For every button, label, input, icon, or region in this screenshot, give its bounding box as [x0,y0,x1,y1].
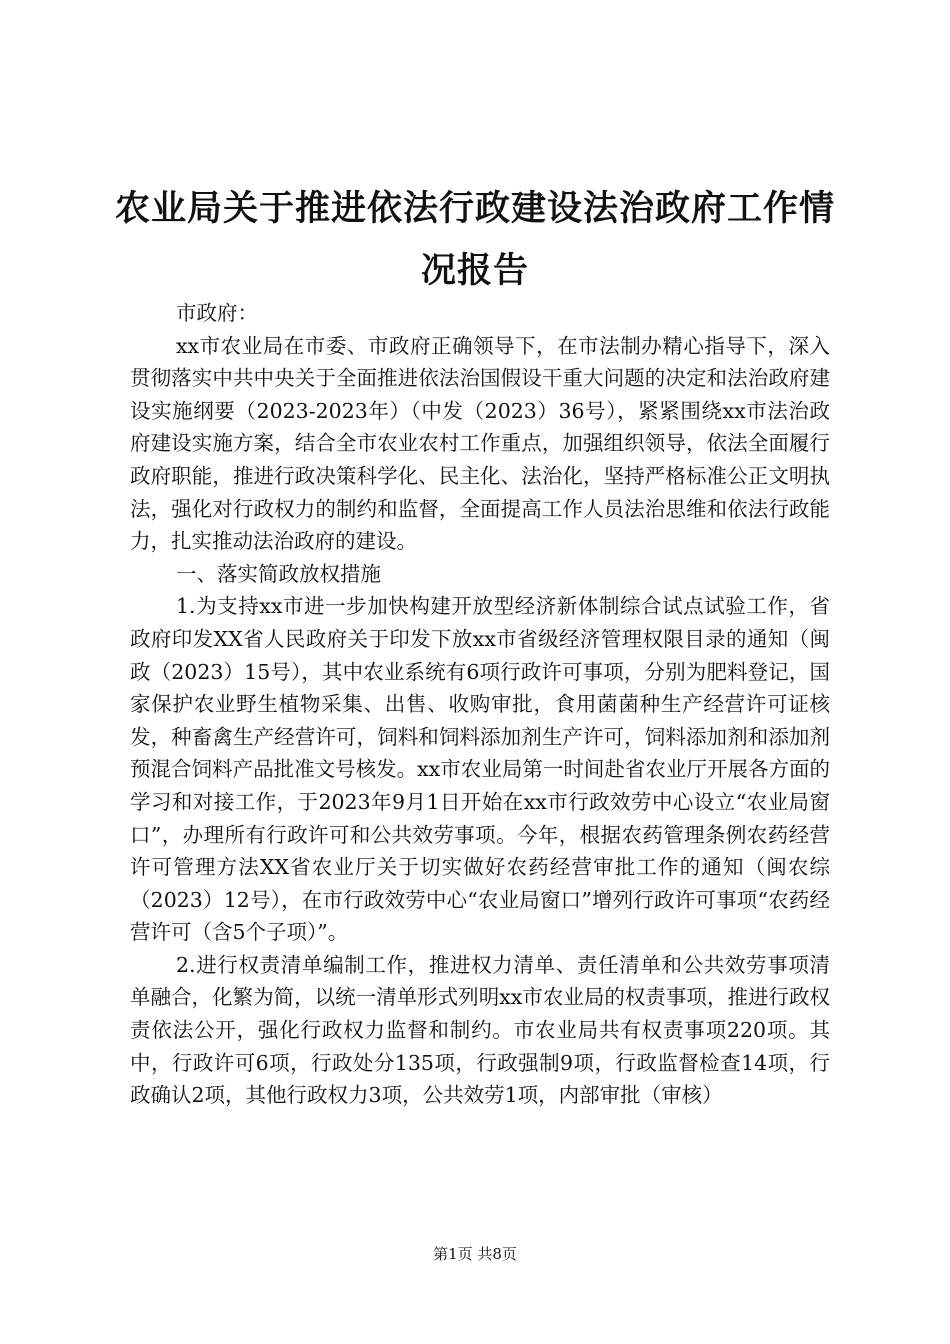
body-paragraph-1: 1.为支持xx市进一步加快构建开放型经济新体制综合试点试验工作，省政府印发XX省人民政府关于印发下放xx市省级经济管理权限目录的通知（闽政（2023）15号），其中农业系统有6项行政许可事项，分别为肥料登记，国家保护农业野生植物采集、出售、收购审批，食用菌菌种生产经营许可证核发，种畜禽生产经营许可，饲料和饲料添加剂生产许可，饲料添加剂和添加剂预混合饲料产品批准文号核发。xx市农业局第一时间赴省农业厅开展各方面的学习和对接工作，于2023年9月1日开始在xx市行政效劳中心设立“农业局窗口”，办理所有行政许可和公共效劳事项。今年，根据农药管理条例农药经营许可管理方法XX省农业厅关于切实做好农药经营审批工作的通知（闽农综（2023）12号），在市行政效劳中心“农业局窗口”增列行政许可事项“农药经营许可（含5个子项）”。 [130,594,830,945]
document-title: 农业局关于推进依法行政建设法治政府工作情况报告 [114,189,835,291]
page-indicator: 第1页 共8页 [433,1245,517,1263]
salutation: 市政府： [176,301,258,325]
intro-paragraph: xx市农业局在市委、市政府正确领导下，在市法制办精心指导下，深入贯彻落实中共中央关于全面推进依法治国假设干重大问题的决定和法治政府建设实施纲要（2023-2023年）（中发（2023）36号），紧紧围绕xx市法治政府建设实施方案，结合全市农业农村工作重点，加强组织领导，依法全面履行政府职能，推进行政决策科学化、民主化、法治化，坚持严格标准公正文明执法，强化对行政权力的制约和监督，全面提高工作人员法治思维和依法行政能力，扎实推动法治政府的建设。 [130,333,830,554]
document-body [130,297,830,1112]
section-heading: 一、落实简政放权措施 [176,561,381,586]
body-paragraph-2: 2.进行权责清单编制工作，推进权力清单、责任清单和公共效劳事项清单融合，化繁为简，以统一清单形式列明xx市农业局的权责事项，推进行政权责依法公开，强化行政权力监督和制约。市农业局共有权责事项220项。其中，行政许可6项，行政处分135项，行政强制9项，行政监督检查14项，行政确认2项，其他行政权力3项，公共效劳1项，内部审批（审核） [130,952,830,1108]
